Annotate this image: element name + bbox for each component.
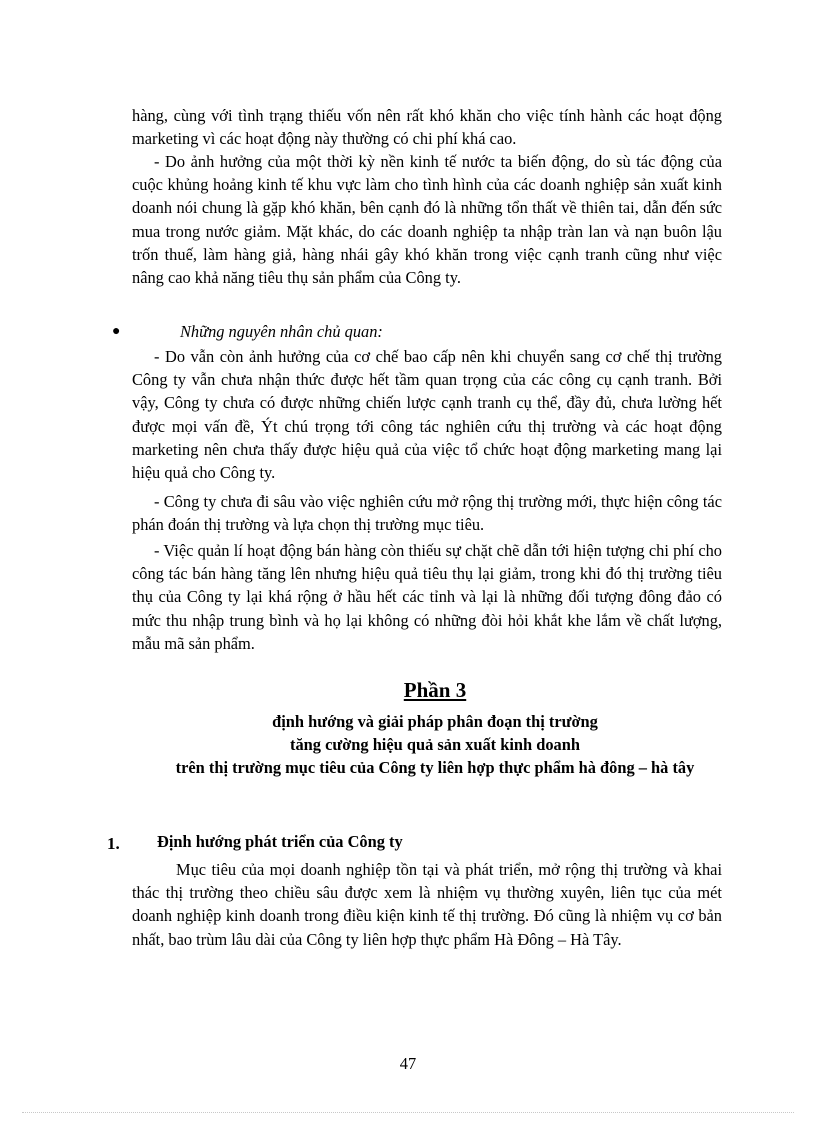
part-subtitle-line-1: định hướng và giải pháp phân đoạn thị trường (272, 712, 598, 731)
part-subtitle-line-2: tăng cường hiệu quả sản xuất kinh doanh (290, 735, 580, 755)
page-number: 47 (399, 1054, 417, 1073)
section-number: 1. (107, 834, 120, 853)
paragraph-objective-causes: - Do ảnh hưởng của một thời kỳ nền kinh tế nước ta biến động, do sù tác động của cuộc khủng hoảng kinh tế khu vực làm cho tình hình của các doanh nghiệp sản xuất kinh doanh nói chung là gặp khó khăn, bên cạnh đó là những tổn thất về thiên tai, dẫn đến sức mua trong nước giảm. Mặt khác, do các doanh nghiệp ta nhập tràn lan và nạn buôn lậu trốn thuế, làm hàng giả, hàng nhái gây khó khăn trong việc cạnh tranh cũng như việc nâng cao khả năng tiêu thụ sản phẩm của Công ty. (132, 152, 722, 288)
paragraph-continuation: hàng, cùng với tình trạng thiếu vốn nên rất khó khăn cho việc tính hành các hoạt động marketing vì các hoạt động này thường có chi phí khá cao. (132, 106, 722, 149)
section-title: Định hướng phát triển của Công ty (157, 832, 403, 851)
part-subtitle-line-3: trên thị trường mục tiêu của Công ty liên hợp thực phẩm hà đông – hà tây (175, 758, 695, 778)
part-title: Phần 3 (403, 678, 467, 702)
paragraph-subjective-cause-3: - Việc quản lí hoạt động bán hàng còn thiếu sự chặt chẽ dẫn tới hiện tượng chi phí cho công tác bán hàng tăng lên nhưng hiệu quả tiêu thụ lại giảm, trong khi đó thị trường tiêu thụ của Công ty lại khá rộng ở hầu hết các tỉnh và lại là những đối tượng đông đảo có mức thu nhập trung bình và họ lại không có những đòi hỏi khắt khe lắm về chất lượng, mẫu mã sản phẩm. (132, 541, 722, 653)
bullet-label: Những nguyên nhân chủ quan: (180, 322, 383, 341)
paragraph-subjective-cause-2: - Công ty chưa đi sâu vào việc nghiên cứu mở rộng thị trường mới, thực hiện công tác phán đoán thị trường và lựa chọn thị trường mục tiêu. (132, 492, 722, 535)
paragraph-subjective-cause-1: - Do vẫn còn ảnh hưởng của cơ chế bao cấp nên khi chuyển sang cơ chế thị trường Công ty vẫn chưa nhận thức được hết tầm quan trọng của các công cụ cạnh tranh. Bởi vậy, Công ty chưa có được những chiến lược cạnh tranh cụ thể, đầy đủ, chưa lường hết được mọi vấn đề, Ýt chú trọng tới công tác nghiên cứu thị trường và các hoạt động marketing nên chưa thấy được hiệu quả của việc tổ chức hoạt động marketing mang lại hiệu quả cho Công ty. (132, 347, 722, 483)
page-divider (22, 1112, 794, 1113)
section-body: Mục tiêu của mọi doanh nghiệp tồn tại và phát triển, mở rộng thị trường và khai thác thị trường theo chiều sâu được xem là nhiệm vụ thường xuyên, liên tục của mét doanh nghiệp kinh doanh trong điều kiện kinh tế thị trường. Đó cũng là nhiệm vụ cơ bản nhất, bao trùm lâu dài của Công ty liên hợp thực phẩm Hà Đông – Hà Tây. (132, 860, 722, 949)
part-subtitle (140, 710, 730, 780)
bullet-icon: ● (112, 324, 121, 339)
